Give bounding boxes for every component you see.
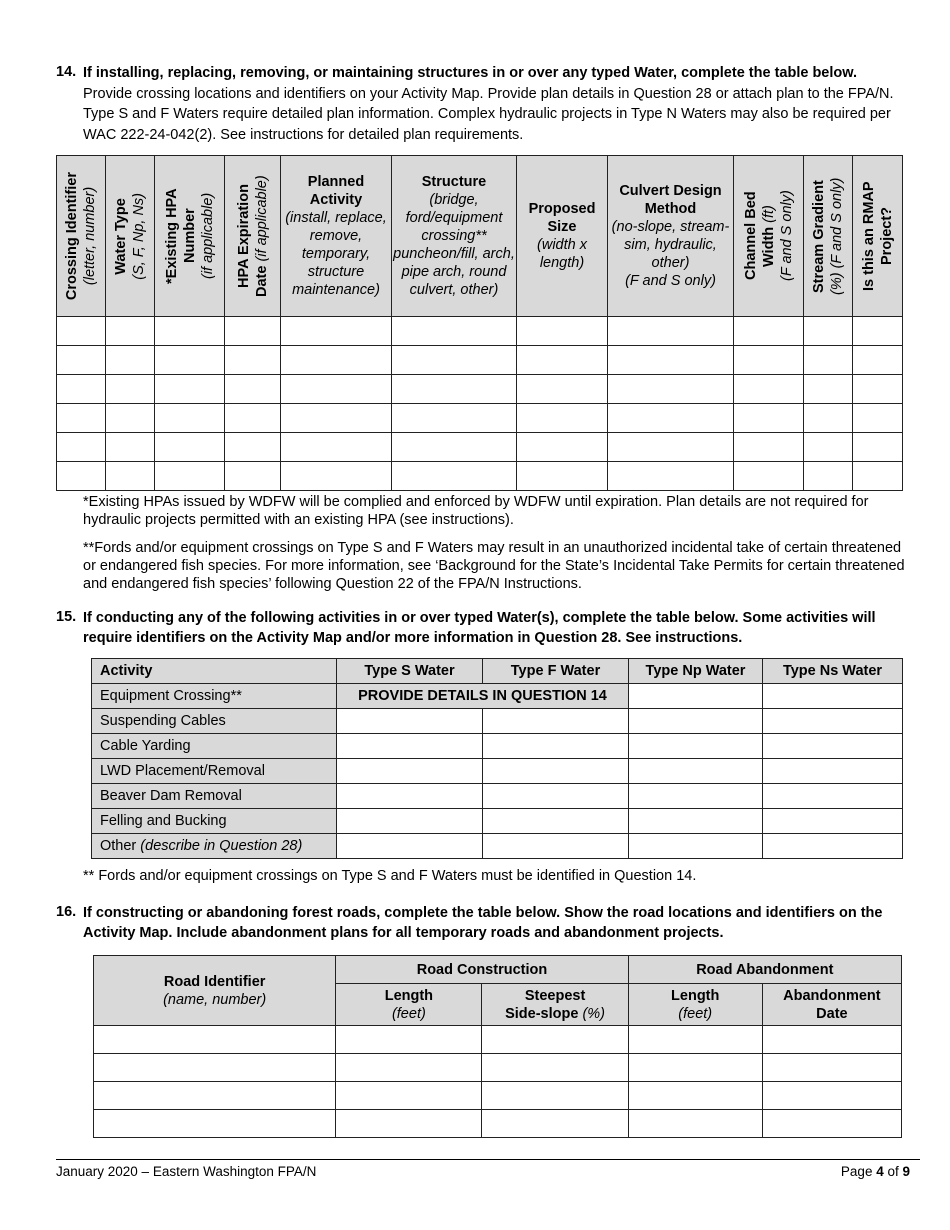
header-abandonment-date: Abandonment Date bbox=[762, 984, 901, 1026]
cell-np[interactable] bbox=[629, 684, 763, 709]
table-row[interactable] bbox=[57, 375, 903, 404]
activity-label: Suspending Cables bbox=[92, 709, 337, 734]
question-15 bbox=[56, 608, 910, 648]
table-row[interactable] bbox=[94, 1026, 902, 1054]
header-stream-gradient: Stream Gradient (%) (F and S only) bbox=[804, 156, 853, 317]
table-row bbox=[92, 684, 903, 709]
roads-table bbox=[93, 955, 902, 1138]
question-number: 14. bbox=[56, 64, 77, 80]
question-14-text: Provide crossing locations and identifiers on your Activity Map. Provide plan details in Question 28 or attach plan to the FPA/N. Type S and F Waters require detailed plan information. Complex hydraulic projects in Type N Waters may also be required per WAC 222-24-042(2). See instructions for detailed plan requirements. bbox=[83, 85, 894, 143]
header-type-np: Type Np Water bbox=[629, 659, 763, 684]
activity-label: Cable Yarding bbox=[92, 734, 337, 759]
table-row[interactable] bbox=[94, 1054, 902, 1082]
question-16-text: If constructing or abandoning forest roads, complete the table below. Show the road locations and identifiers on the Activity Map. Include abandonment plans for all temporary roads and abandonment projects. bbox=[83, 905, 883, 941]
header-type-ns: Type Ns Water bbox=[763, 659, 903, 684]
activity-label: Other (describe in Question 28) bbox=[92, 834, 337, 859]
page-number: Page 4 of 9 bbox=[840, 1164, 910, 1179]
header-road-construction: Road Construction bbox=[336, 956, 628, 984]
activity-label: LWD Placement/Removal bbox=[92, 759, 337, 784]
header-road-abandonment: Road Abandonment bbox=[628, 956, 901, 984]
header-type-s: Type S Water bbox=[337, 659, 483, 684]
table-row bbox=[92, 809, 903, 834]
activity-label: Felling and Bucking bbox=[92, 809, 337, 834]
table-row[interactable] bbox=[94, 1082, 902, 1110]
crossings-table bbox=[56, 155, 903, 491]
note-existing-hpa: *Existing HPAs issued by WDFW will be complied and enforced by WDFW until expiration. Plan details are not required for hydraulic projects permitted with an existing HPA (see instructions). bbox=[83, 494, 869, 528]
question-15-text: If conducting any of the following activities in or over typed Water(s), complete the table below. Some activities will require identifiers on the Activity Map and/or more information in Question 28. See instructions. bbox=[83, 610, 876, 646]
table-row[interactable] bbox=[57, 433, 903, 462]
table-row[interactable] bbox=[57, 462, 903, 491]
table-row bbox=[92, 709, 903, 734]
table-row[interactable] bbox=[57, 404, 903, 433]
header-hpa-expiration: HPA Expiration Date (if applicable) bbox=[225, 156, 281, 317]
table-row bbox=[92, 834, 903, 859]
header-planned-activity: Planned Activity (install, replace, remove, temporary, structure maintenance) bbox=[281, 156, 392, 317]
header-channel-bed-width: Channel Bed Width (ft) (F and S only) bbox=[734, 156, 804, 317]
table-row bbox=[92, 784, 903, 809]
header-crossing-identifier: Crossing Identifier (letter, number) bbox=[57, 156, 106, 317]
header-activity: Activity bbox=[92, 659, 337, 684]
header-structure: Structure (bridge, ford/equipment crossing** puncheon/fill, arch, pipe arch, round culvert, other) bbox=[392, 156, 517, 317]
header-abandonment-length: Length (feet) bbox=[628, 984, 762, 1026]
activity-label: Equipment Crossing** bbox=[92, 684, 337, 709]
header-existing-hpa: *Existing HPA Number (if applicable) bbox=[155, 156, 225, 317]
footer-left: January 2020 – Eastern Washington FPA/N bbox=[56, 1164, 317, 1179]
header-road-identifier: Road Identifier (name, number) bbox=[94, 956, 336, 1026]
header-rmap-project: Is this an RMAP Project? bbox=[853, 156, 903, 317]
header-steepest-sideslope: Steepest Side-slope (%) bbox=[482, 984, 628, 1026]
question-number: 15. bbox=[56, 609, 77, 625]
header-water-type: Water Type (S, F, Np, Ns) bbox=[106, 156, 155, 317]
table-row bbox=[92, 734, 903, 759]
cell-ns[interactable] bbox=[763, 684, 903, 709]
header-culvert-design: Culvert Design Method (no-slope, stream-sim, hydraulic, other) (F and S only) bbox=[608, 156, 734, 317]
table-row[interactable] bbox=[57, 346, 903, 375]
question-number: 16. bbox=[56, 904, 77, 920]
note-fords-q14: ** Fords and/or equipment crossings on Type S and F Waters must be identified in Question 14. bbox=[83, 868, 697, 884]
activities-table bbox=[91, 658, 903, 859]
provide-details-note: PROVIDE DETAILS IN QUESTION 14 bbox=[337, 684, 629, 709]
activity-label: Beaver Dam Removal bbox=[92, 784, 337, 809]
header-construction-length: Length (feet) bbox=[336, 984, 482, 1026]
note-fords: **Fords and/or equipment crossings on Type S and F Waters may result in an unauthorized incidental take of certain threatened or endangered fish species. For more information, see ‘Background for the State’s Incidental Take Permits for certain threatened and endangered fish species’ following Question 22 of the FPA/N Instructions. bbox=[83, 540, 905, 592]
table-row[interactable] bbox=[94, 1110, 902, 1138]
question-16 bbox=[56, 903, 910, 943]
header-proposed-size: Proposed Size (width x length) bbox=[517, 156, 608, 317]
table-row bbox=[92, 759, 903, 784]
footer-divider bbox=[56, 1159, 920, 1160]
question-14-lead: If installing, replacing, removing, or maintaining structures in or over any typed Water, complete the table below. bbox=[83, 65, 858, 81]
table-row[interactable] bbox=[57, 317, 903, 346]
question-14 bbox=[56, 63, 910, 145]
header-type-f: Type F Water bbox=[483, 659, 629, 684]
